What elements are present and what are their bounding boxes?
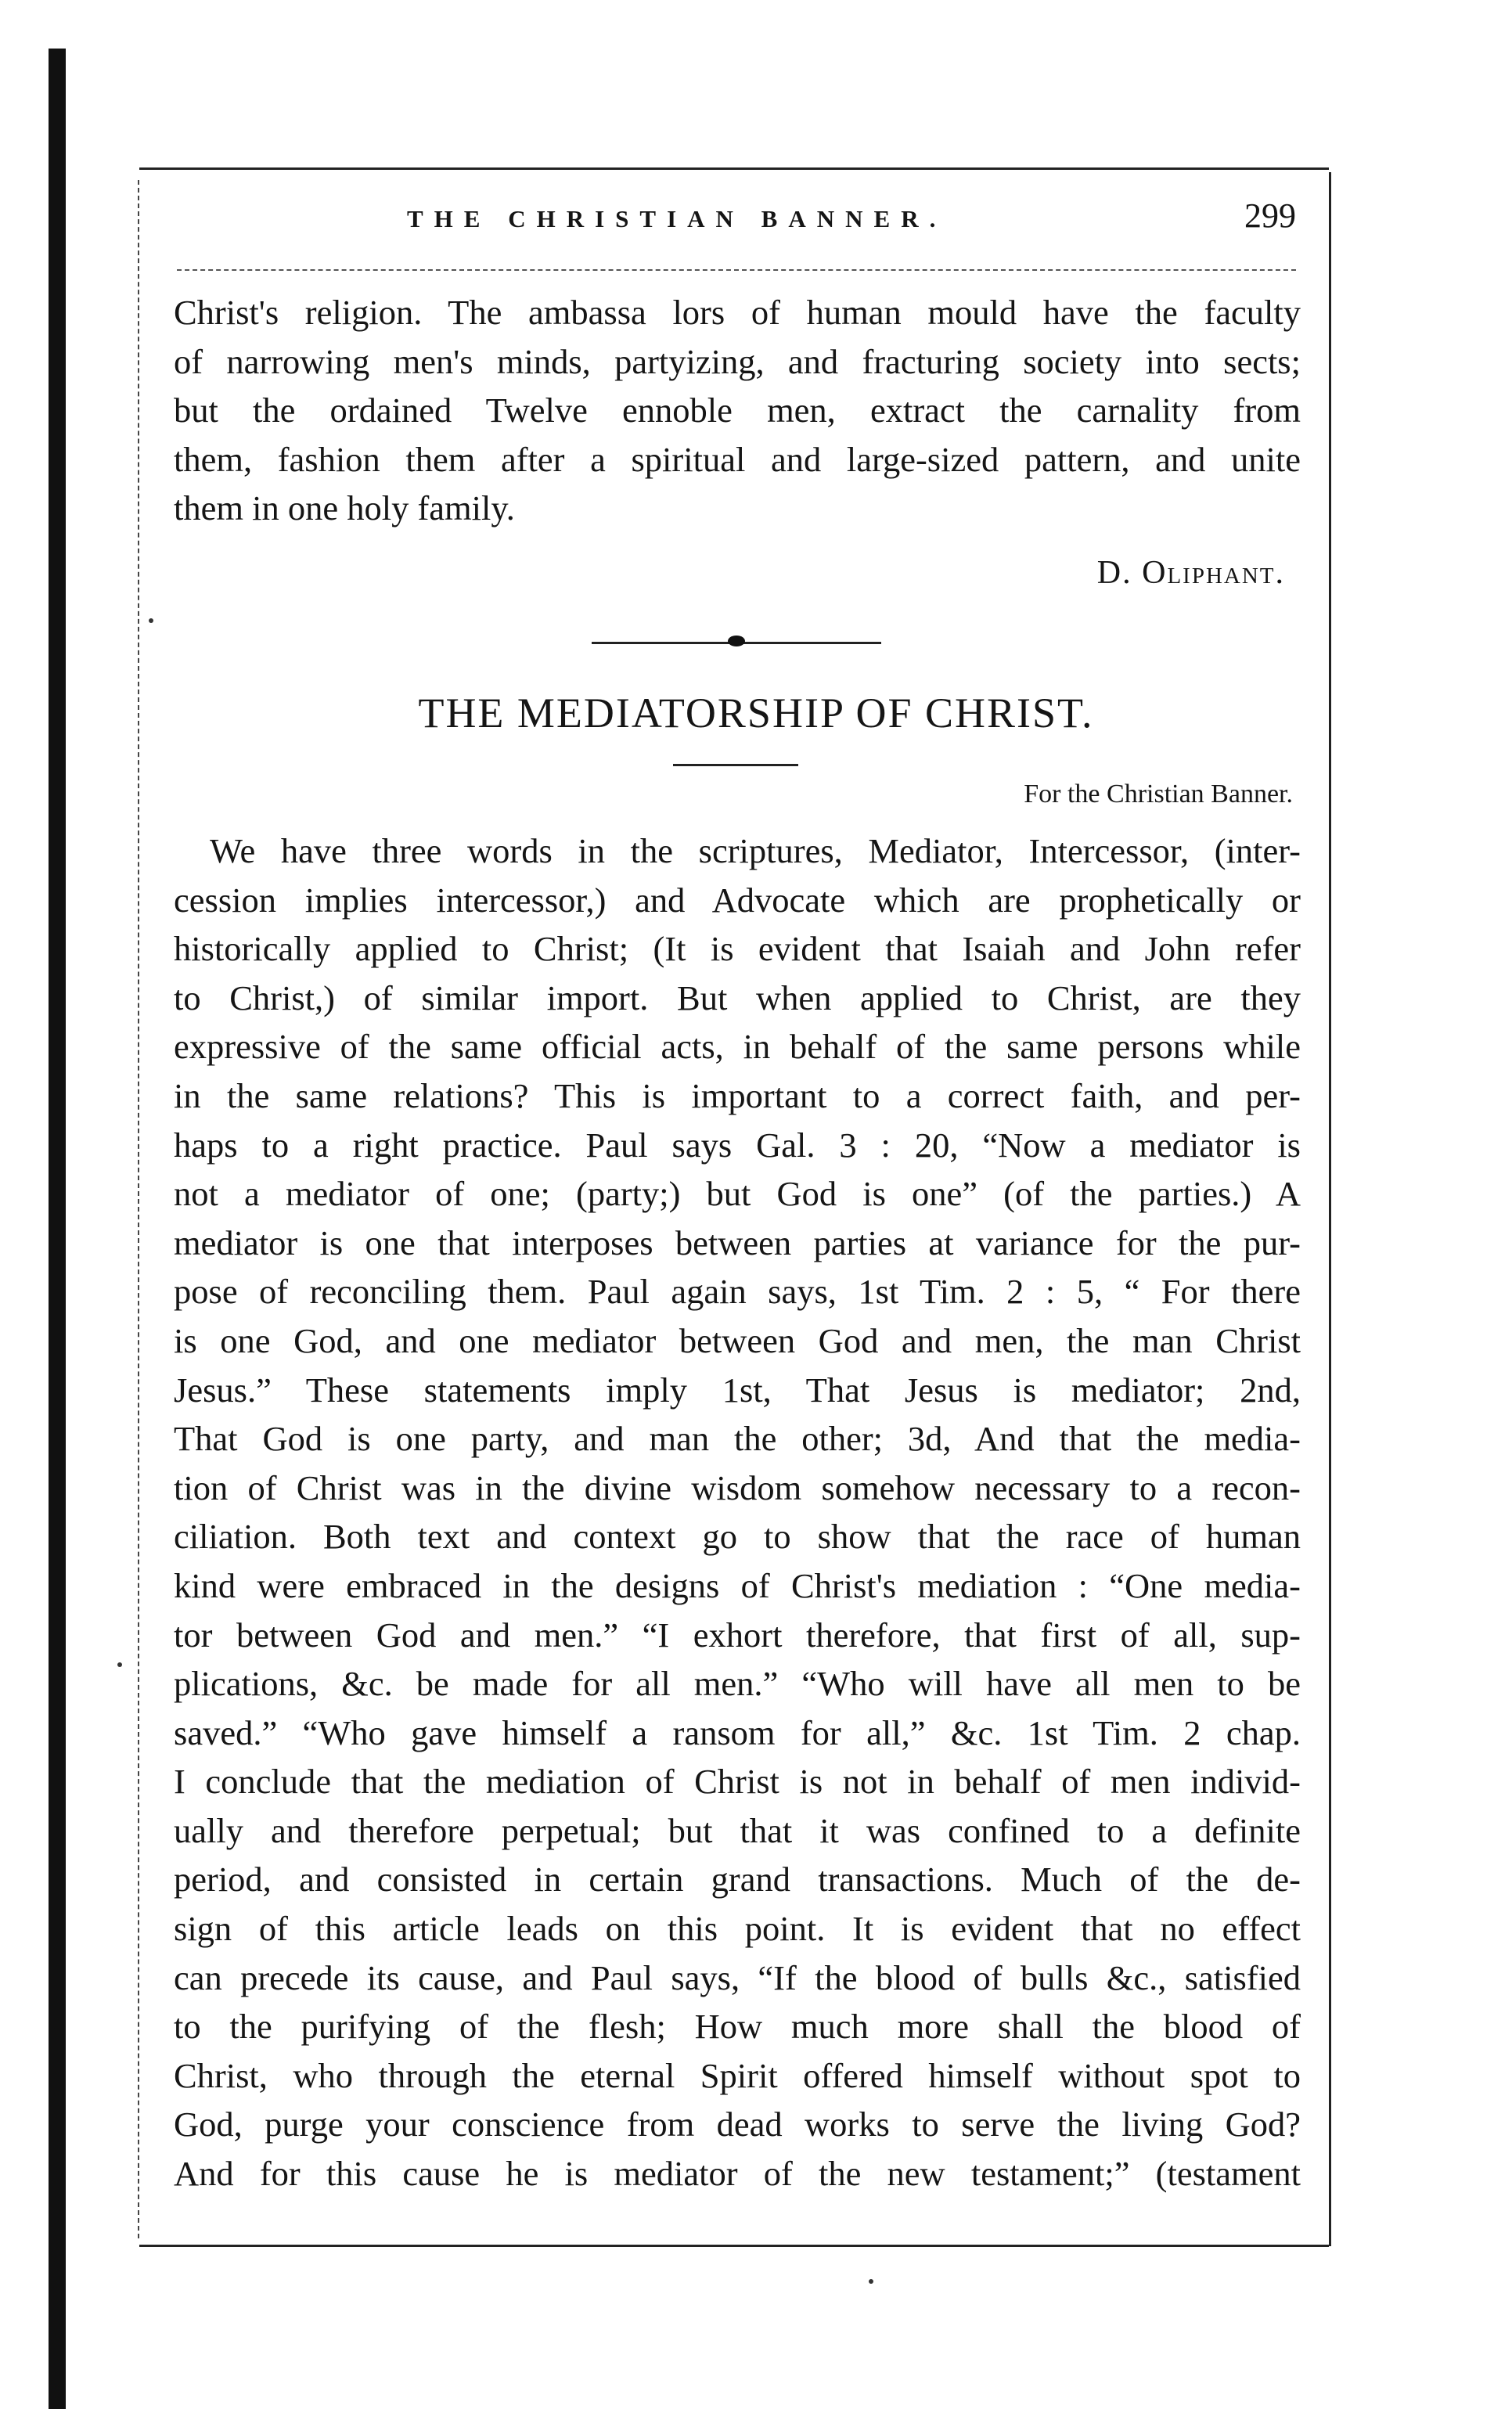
section-divider-ornament: [728, 636, 745, 646]
title-rule: [673, 764, 798, 766]
scan-speck: [869, 2279, 873, 2284]
article-line: kind were embraced in the designs of Christ's mediation : “One media-: [174, 1565, 1301, 1605]
article-body: [174, 826, 1301, 2198]
binding-edge: [49, 49, 66, 2409]
paragraph-line: Christ's religion. The ambassa lors of human mould have the faculty: [174, 293, 1301, 332]
article-line: historically applied to Christ; (It is evident that Isaiah and John refer: [174, 929, 1301, 969]
article-line: mediator is one that interposes between parties at variance for the pur-: [174, 1223, 1301, 1262]
signature-initial: D.: [1096, 555, 1132, 591]
paragraph-line: but the ordained Twelve ennoble men, extract the carnality from: [174, 391, 1301, 430]
article-line: I conclude that the mediation of Christ is not in behalf of men individ-: [174, 1762, 1301, 1802]
article-line: God, purge your conscience from dead works to serve the living God?: [174, 2105, 1301, 2144]
article-line: not a mediator of one; (party;) but God is one” (of the parties.) A: [174, 1174, 1301, 1214]
article-line: to the purifying of the flesh; How much more shall the blood of: [174, 2007, 1301, 2047]
article-line: haps to a right practice. Paul says Gal. 3 : 20, “Now a mediator is: [174, 1125, 1301, 1165]
article-line: tion of Christ was in the divine wisdom somehow necessary to a recon-: [174, 1467, 1301, 1507]
article-line: is one God, and one mediator between God and men, the man Christ: [174, 1320, 1301, 1360]
page-frame-left-rule: [138, 180, 139, 2238]
paragraph-line: them, fashion them after a spiritual and large-sized pattern, and unite: [174, 439, 1301, 479]
article-line: We have three words in the scriptures, Mediator, Intercessor, (inter-: [210, 831, 1301, 870]
article-title: THE MEDIATORSHIP OF CHRIST.: [418, 690, 1094, 736]
continued-paragraph: [174, 288, 1301, 533]
scan-speck: [117, 1662, 122, 1667]
signature-name: Oliphant.: [1142, 555, 1285, 591]
article-line: That God is one party, and man the other; 3d, And that the media-: [174, 1419, 1301, 1459]
article-line: plications, &c. be made for all men.” “Who will have all men to be: [174, 1664, 1301, 1704]
page-frame-top-rule: [139, 167, 1329, 170]
page-frame-bottom-rule: [139, 2245, 1329, 2247]
article-line: Jesus.” These statements imply 1st, That Jesus is mediator; 2nd,: [174, 1370, 1301, 1410]
article-line: in the same relations? This is important to a correct faith, and per-: [174, 1075, 1301, 1115]
article-line: tor between God and men.” “I exhort therefore, that first of all, sup-: [174, 1615, 1301, 1655]
article-line: sign of this article leads on this point. It is evident that no effect: [174, 1909, 1301, 1949]
article-line: Christ, who through the eternal Spirit offered himself without spot to: [174, 2055, 1301, 2095]
article-line: expressive of the same official acts, in behalf of the same persons while: [174, 1027, 1301, 1067]
running-head-title: THE CHRISTIAN BANNER.: [407, 205, 947, 232]
article-line: period, and consisted in certain grand transactions. Much of the de-: [174, 1860, 1301, 1899]
article-line: saved.” “Who gave himself a ransom for all,” &c. 1st Tim. 2 chap.: [174, 1712, 1301, 1752]
article-line: to Christ,) of similar import. But when applied to Christ, are they: [174, 978, 1301, 1017]
article-line: ually and therefore perpetual; but that it was confined to a definite: [174, 1810, 1301, 1850]
article-line: And for this cause he is mediator of the new testament;” (testament: [174, 2154, 1301, 2194]
author-signature: [1097, 554, 1285, 592]
scan-speck: [149, 618, 153, 623]
page-number: 299: [1244, 196, 1296, 235]
article-line: can precede its cause, and Paul says, “If the blood of bulls &c., satisfied: [174, 1957, 1301, 1997]
article-line: cession implies intercessor,) and Advocate which are prophetically or: [174, 880, 1301, 920]
article-attribution: For the Christian Banner.: [1024, 780, 1293, 808]
article-line: ciliation. Both text and context go to show that the race of human: [174, 1517, 1301, 1557]
page-frame-right-rule: [1329, 172, 1331, 2246]
paragraph-line: them in one holy family.: [174, 488, 515, 528]
article-line: pose of reconciling them. Paul again says, 1st Tim. 2 : 5, “ For there: [174, 1272, 1301, 1312]
header-rule: [177, 269, 1296, 271]
paragraph-line: of narrowing men's minds, partyizing, and fracturing society into sects;: [174, 341, 1301, 381]
